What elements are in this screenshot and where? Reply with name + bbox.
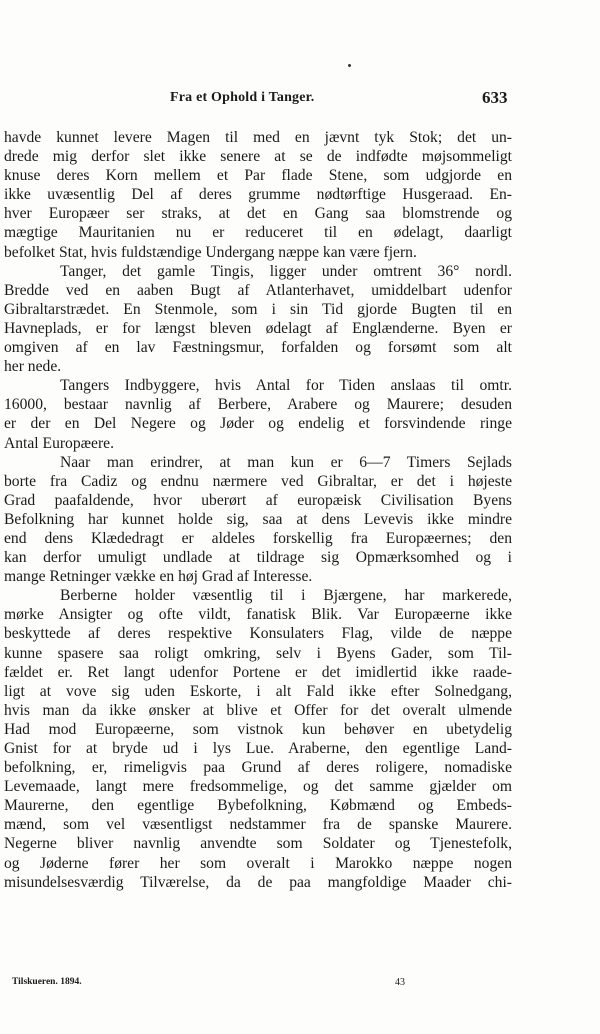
ink-speck (348, 64, 351, 67)
page-footer (0, 977, 600, 993)
text-line: borte fra Cadiz og endnu nærmere ved Gibraltar, er det i højeste (4, 472, 512, 490)
text-line: Antal Europæere. (4, 434, 114, 452)
text-line: mænd, som vel væsentligst nedstammer fra de spanske Maurere. (4, 816, 512, 834)
text-line: kan derfor umuligt undlade at tildrage sig Opmærksomhed og i (4, 549, 512, 567)
signature-mark: 43 (395, 977, 405, 988)
text-line: hver Europæer ser straks, at det en Gang saa blomstrende og (4, 205, 512, 223)
text-line: end dens Klædedragt er aldeles forskellig fra Europæernes; den (4, 529, 512, 547)
text-line: fældet er. Ret langt udenfor Portene er det imidlertid ikke raade- (4, 663, 512, 681)
text-line: mægtige Mauritanien nu er reduceret til en ødelagt, daarligt (4, 224, 512, 242)
text-line: Maurerne, den egentlige Bybefolkning, Købmænd og Embeds- (4, 797, 512, 815)
text-line: Negerne bliver navnlig anvendte som Soldater og Tjenestefolk, (4, 835, 512, 853)
text-line: Naar man erindrer, at man kun er 6—7 Timers Sejlads (60, 453, 512, 471)
text-line: Grad paafaldende, hvor uberørt af europæisk Civilisation Byens (4, 491, 512, 509)
text-line: Levemaade, langt mere fredsommelige, og det samme gjælder om (4, 778, 512, 796)
text-line: Gnist for at bryde ud i lys Lue. Araberne, den egentlige Land- (4, 740, 512, 757)
text-line: er der en Del Negere og Jøder og endelig et forsvindende ringe (4, 415, 512, 433)
text-line: mørke Ansigter og ofte vildt, fanatisk Blik. Var Europæerne ikke (4, 606, 512, 624)
text-line: hvis man da ikke ønsker at blive et Offer for det overalt ulmende (4, 701, 512, 719)
body-text (4, 128, 512, 892)
text-line: Befolkning har kunnet holde sig, saa at dens Levevis ikke mindre (4, 510, 512, 528)
journal-imprint: Tilskueren. 1894. (12, 977, 82, 987)
text-line: knuse deres Korn mellem et Par flade Stene, som udgjorde en (4, 167, 512, 185)
text-line: Tanger, det gamle Tingis, ligger under omtrent 36° nordl. (60, 262, 512, 280)
text-line: mange Retninger vække en høj Grad af Interesse. (4, 568, 313, 586)
text-line: Bredde ved en aaben Bugt af Atlanterhavet, umiddelbart udenfor (4, 281, 512, 299)
text-line: Had mod Europæerne, som vistnok kun behøver en ubetydelig (4, 720, 512, 738)
text-line: kunne spasere saa roligt omkring, selv i Byens Gader, som Til- (4, 644, 512, 662)
text-line: Gibraltarstrædet. En Stenmole, som i sin Tid gjorde Bugten til en (4, 300, 512, 318)
text-line: drede mig derfor slet ikke senere at se de indfødte møjsommeligt (4, 148, 512, 166)
text-line: og Jøderne fører her som overalt i Marokko næppe nogen (4, 854, 512, 872)
text-line: 16000, bestaar navnlig af Berbere, Arabere og Maurere; desuden (4, 396, 512, 414)
text-line: havde kunnet levere Magen til med en jævnt tyk Stok; det un- (4, 129, 512, 146)
text-line: Berberne holder væsentlig til i Bjærgene, har markerede, (60, 587, 512, 605)
page-number: 633 (482, 88, 508, 107)
text-line: her nede. (4, 358, 62, 376)
text-line: befolkning, er, rimeligvis paa Grund af deres roligere, nomadiske (4, 759, 512, 777)
page-header (0, 90, 600, 110)
text-line: ikke uvæsentlig Del af deres grumme nødtørftige Husgeraad. En- (4, 186, 512, 204)
running-title: Fra et Ophold i Tanger. (170, 90, 315, 105)
text-line: ligt at vove sig uden Eskorte, i alt Fald ikke efter Solnedgang, (4, 682, 512, 700)
text-line: befolket Stat, hvis fuldstændige Undergang næppe kan være fjern. (4, 243, 417, 261)
text-line: Tangers Indbyggere, hvis Antal for Tiden anslaas til omtr. (60, 377, 512, 395)
text-line: beskyttede af deres respektive Konsulaters Flag, vilde de næppe (4, 625, 512, 643)
text-line: Havneplads, er for længst bleven ødelagt af Englænderne. Byen er (4, 319, 512, 337)
text-line: omgiven af en lav Fæstningsmur, forfalden og forsømt som alt (4, 339, 512, 357)
text-line: misundelsesværdig Tilværelse, da de paa mangfoldige Maader chi- (4, 873, 512, 891)
